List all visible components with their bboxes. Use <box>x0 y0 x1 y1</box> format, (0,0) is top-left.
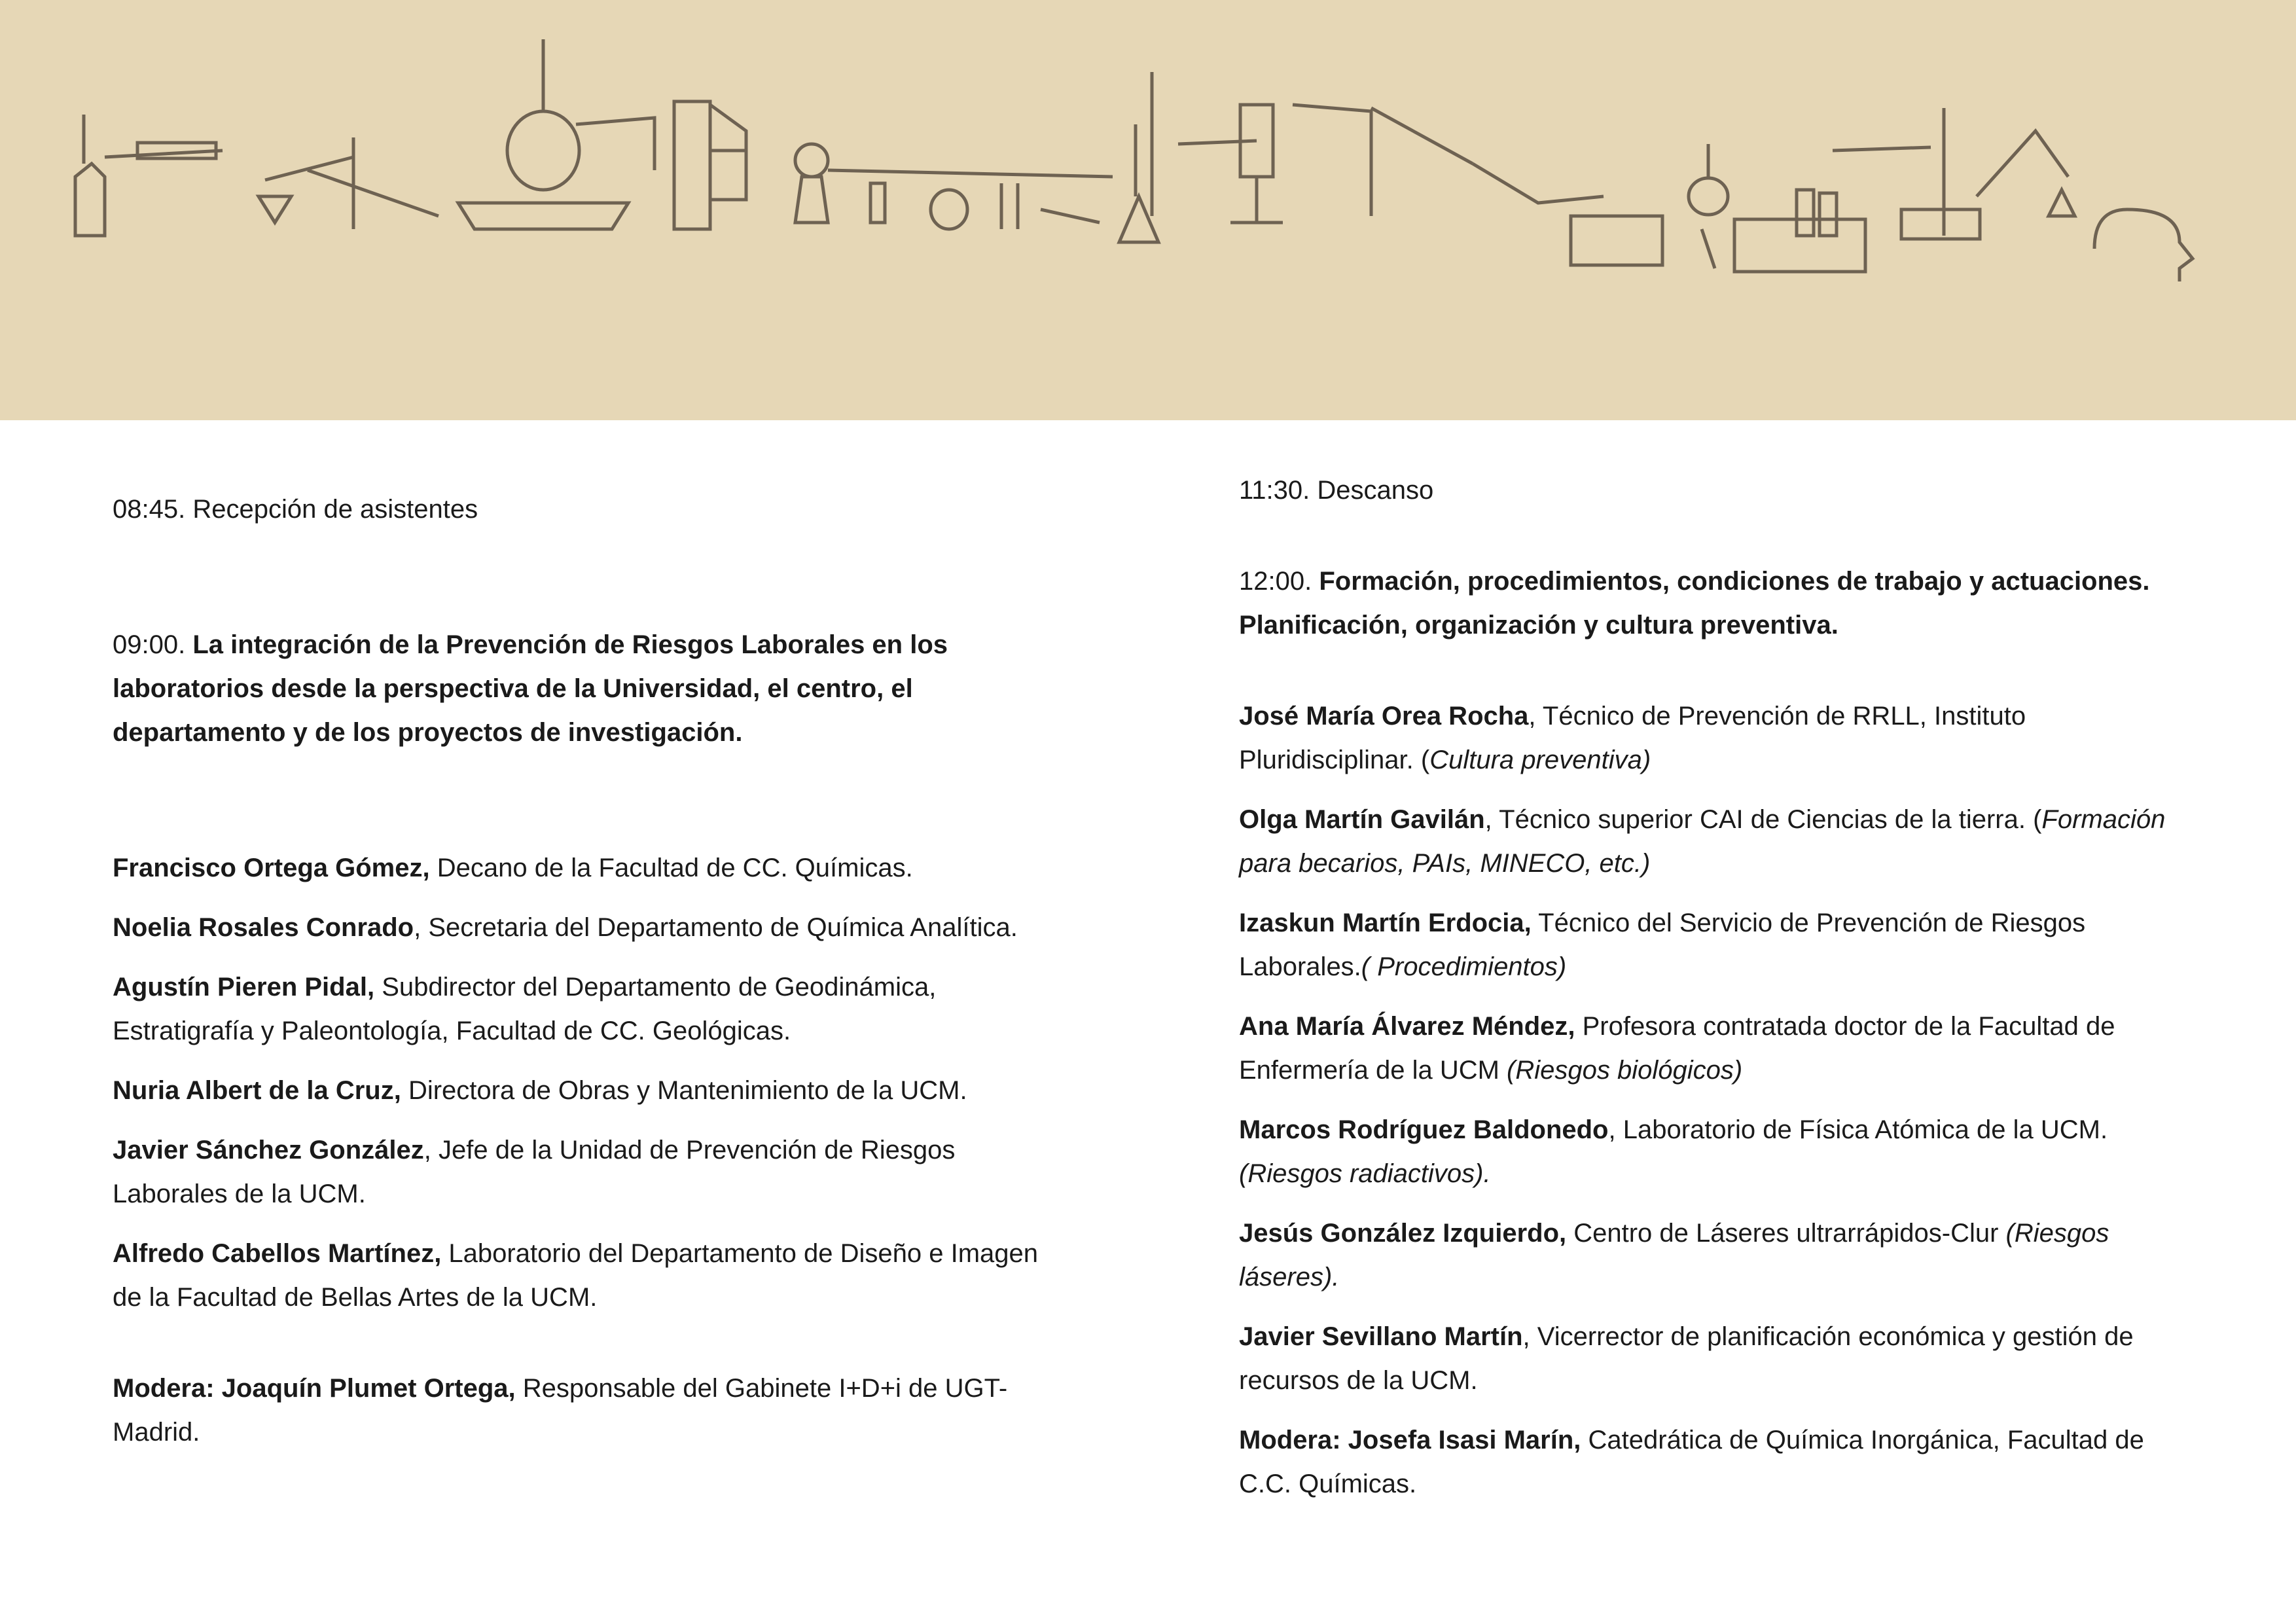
speaker-name: Alfredo Cabellos Martínez, <box>113 1239 442 1268</box>
speaker-role: , Técnico superior CAI de Ciencias de la tierra. ( <box>1484 805 2042 834</box>
speaker-entry <box>1239 1212 2188 1299</box>
speaker-entry <box>1239 798 2188 886</box>
speaker-entry <box>113 846 1055 890</box>
speaker-entry <box>113 1069 1055 1113</box>
speaker-topic: ( Procedimientos) <box>1361 952 1567 981</box>
speaker-name: Olga Martín Gavilán <box>1239 805 1485 834</box>
speaker-name: Nuria Albert de la Cruz, <box>113 1076 401 1105</box>
speaker-name: Izaskun Martín Erdocia, <box>1239 909 1532 937</box>
speaker-entry <box>113 1128 1055 1216</box>
moderator-role: Catedrática de Química Inorgánica, Facultad de C.C. Químicas. <box>1239 1426 2144 1498</box>
speaker-entry <box>113 906 1055 950</box>
speaker-name: Noelia Rosales Conrado <box>113 913 414 942</box>
session-heading <box>1239 560 2188 647</box>
speaker-role: , Técnico de Prevención de RRLL, Instituto Pluridisciplinar. ( <box>1239 702 2026 774</box>
speaker-topic: (Riesgos radiactivos). <box>1239 1159 1491 1188</box>
speaker-name: Francisco Ortega Gómez, <box>113 854 430 882</box>
agenda-item-break: 11:30. Descanso <box>1239 476 1434 505</box>
speaker-topic: Cultura preventiva) <box>1429 746 1651 774</box>
speaker-role: , Vicerrector de planificación económica y gestión de recursos de la UCM. <box>1239 1322 2134 1395</box>
speaker-name: Javier Sánchez González <box>113 1136 424 1164</box>
speaker-entry <box>1239 901 2188 989</box>
speaker-role: Técnico del Servicio de Prevención de Riesgos Laborales. <box>1239 909 2086 981</box>
speaker-entry <box>1239 1315 2188 1403</box>
speaker-role: Laboratorio del Departamento de Diseño e Imagen de la Facultad de Bellas Artes de la UCM. <box>113 1239 1038 1312</box>
speaker-entry <box>113 1232 1055 1320</box>
header-banner <box>0 0 2296 420</box>
speaker-name: Agustín Pieren Pidal, <box>113 973 375 1001</box>
speaker-entry <box>1239 1108 2188 1196</box>
session-title: Formación, procedimientos, condiciones de trabajo y actuaciones. Planificación, organización y cultura preventiva. <box>1239 567 2150 640</box>
lab-apparatus-illustration <box>0 0 2296 420</box>
speaker-role: , Laboratorio de Física Atómica de la UCM. <box>1608 1115 2108 1144</box>
session-time: 12:00. <box>1239 567 1319 596</box>
moderator-entry <box>113 1367 1055 1454</box>
speaker-name: Javier Sevillano Martín <box>1239 1322 1523 1351</box>
speaker-role: Subdirector del Departamento de Geodinámica, Estratigrafía y Paleontología, Facultad de CC. Geológicas. <box>113 973 937 1045</box>
moderator-name: Modera: Josefa Isasi Marín, <box>1239 1426 1581 1454</box>
speaker-entry <box>113 965 1055 1053</box>
agenda-item-reception: 08:45. Recepción de asistentes <box>113 495 478 524</box>
speaker-name: Jesús González Izquierdo, <box>1239 1219 1567 1248</box>
moderator-entry <box>1239 1418 2188 1506</box>
speaker-role: Decano de la Facultad de CC. Químicas. <box>429 854 913 882</box>
session-title: La integración de la Prevención de Riesgos Laborales en los laboratorios desde la perspectiva de la Universidad, el centro, el departamento y de los proyectos de investigación. <box>113 630 948 747</box>
speaker-role: Profesora contratada doctor de la Facultad de Enfermería de la UCM <box>1239 1012 2115 1085</box>
speaker-topic: Formación para becarios, PAIs, MINECO, etc.) <box>1239 805 2166 878</box>
speaker-role: , Secretaria del Departamento de Química Analítica. <box>414 913 1018 942</box>
speaker-name: José María Orea Rocha <box>1239 702 1529 731</box>
speaker-role: , Jefe de la Unidad de Prevención de Riesgos Laborales de la UCM. <box>113 1136 956 1208</box>
speaker-role: Centro de Láseres ultrarrápidos-Clur <box>1566 1219 2006 1248</box>
speaker-entry <box>1239 695 2188 782</box>
session-time: 09:00. <box>113 630 193 659</box>
speaker-role: Directora de Obras y Mantenimiento de la UCM. <box>401 1076 967 1105</box>
speaker-topic: (Riesgos biológicos) <box>1507 1056 1743 1085</box>
moderator-name: Modera: Joaquín Plumet Ortega, <box>113 1374 516 1403</box>
program-column-midday <box>1239 469 2188 1506</box>
speaker-name: Ana María Álvarez Méndez, <box>1239 1012 1575 1041</box>
speaker-name: Marcos Rodríguez Baldonedo <box>1239 1115 1609 1144</box>
session-heading <box>113 623 1055 755</box>
moderator-role: Responsable del Gabinete I+D+i de UGT-Madrid. <box>113 1374 1008 1447</box>
speaker-topic: (Riesgos láseres). <box>1239 1219 2109 1291</box>
speaker-entry <box>1239 1005 2188 1092</box>
program-column-morning <box>113 488 1055 1454</box>
